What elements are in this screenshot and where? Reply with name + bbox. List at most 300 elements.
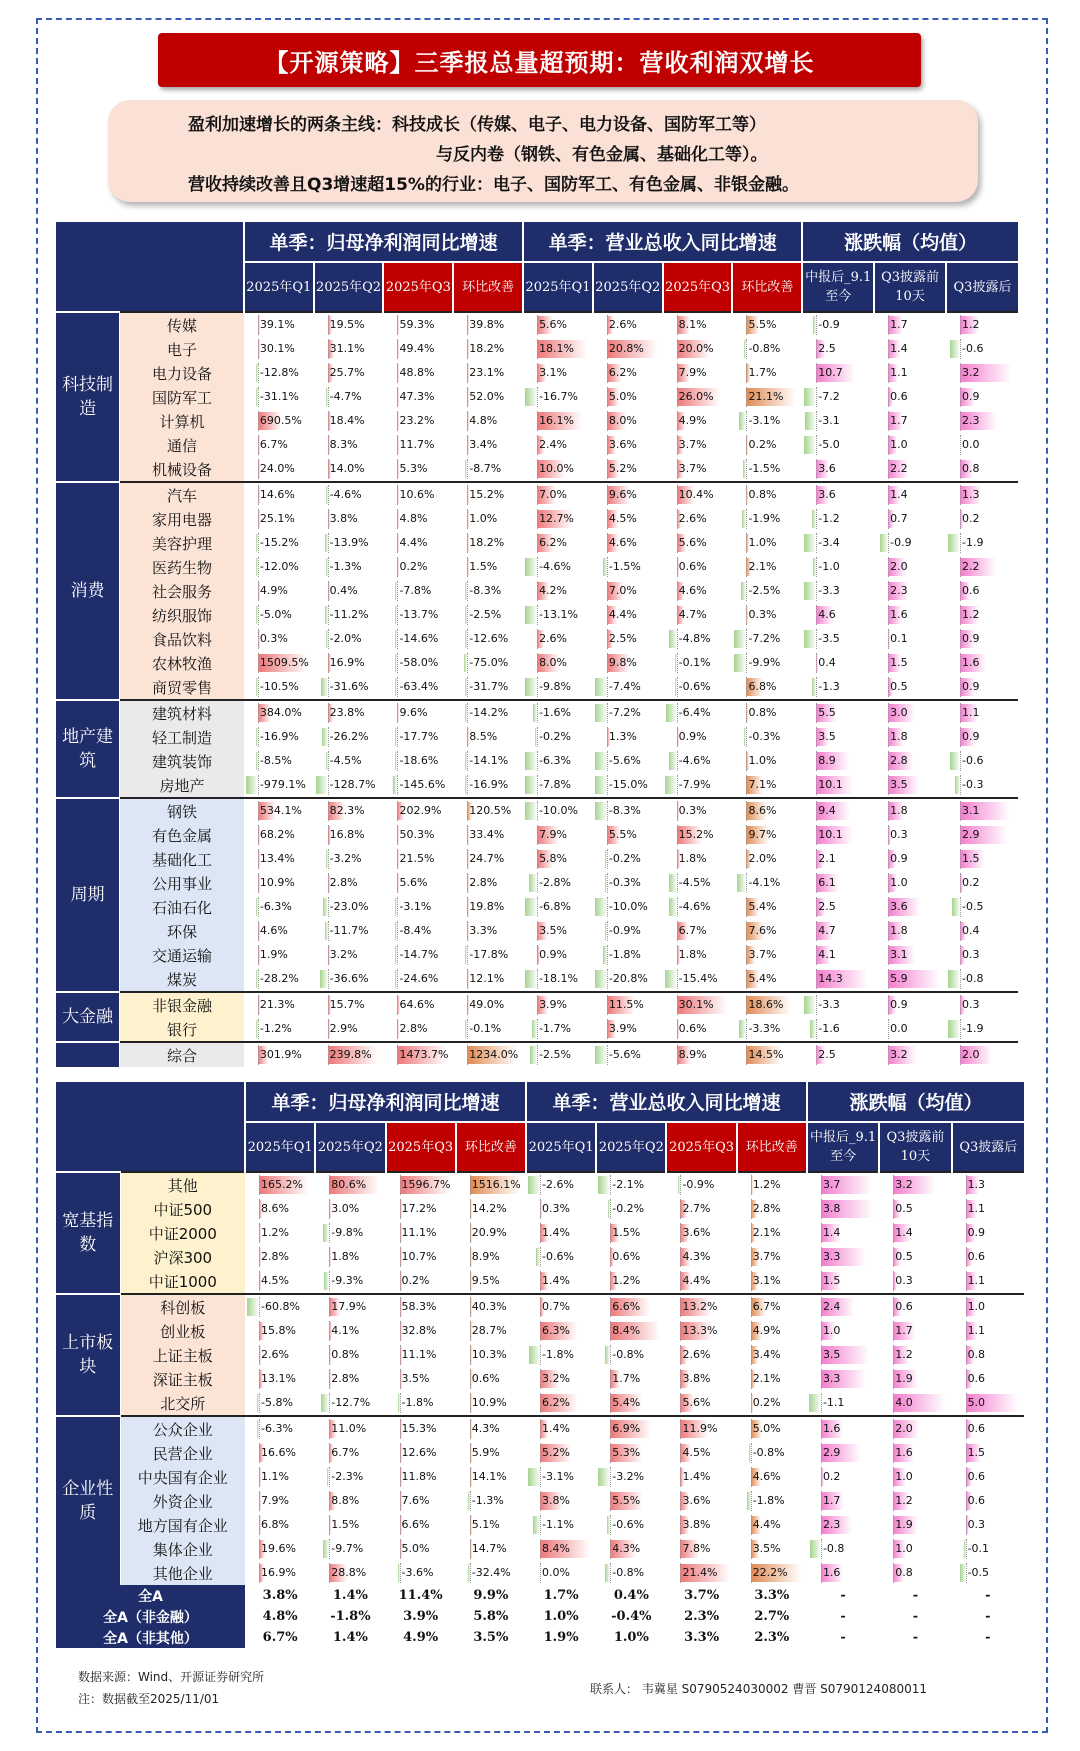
cell-revenue-chg [737,1537,807,1561]
row-name: 钢铁 [120,798,244,823]
cell-value: -0.5 [961,900,984,913]
cell-revenue-chg [737,1319,807,1343]
cell-profit-q2 [314,675,384,700]
cell-profit-q2 [314,967,384,992]
cell-profit-q2 [314,895,384,919]
cell-revenue-chg [732,919,802,943]
data-bar [525,606,537,624]
cell-revenue-q3 [666,1367,736,1391]
cell-price-before-q3 [874,555,946,579]
cell-value: 9.4 [818,804,836,817]
total-revenue-q3: 2.3% [684,1609,720,1624]
cell-profit-chg [456,1269,526,1294]
table-row [56,507,1018,531]
cell-price-before-q3 [879,1537,951,1561]
cell-price-after-interim [802,871,874,895]
cell-revenue-q1 [523,895,593,919]
cell-value: 239.8% [329,1048,372,1061]
cell-profit-q2 [314,773,384,798]
cell-value: 0.9 [890,852,908,865]
cell-value: 0.3% [541,1202,570,1215]
cell-value: 19.8% [469,900,505,913]
cell-price-after-q3 [952,1561,1024,1585]
cell-value: 16.8% [329,828,365,841]
cell-revenue-q2 [593,312,663,337]
table-row [56,337,1018,361]
data-bar [809,1394,821,1412]
cell-profit-q1 [244,675,314,700]
cell-profit-q1 [244,895,314,919]
cell-value: 3.7 [822,1178,841,1191]
cell-profit-chg [453,919,523,943]
cell-revenue-chg [737,1367,807,1391]
cell-profit-q3 [386,1221,456,1245]
cell-value: -0.3 [961,778,984,791]
cell-value: 1.7 [822,1494,841,1507]
cell-value: -2.5% [539,1048,571,1061]
cell-revenue-q1 [523,361,593,385]
cell-value: 3.6% [682,1226,711,1239]
cell-profit-q3 [383,457,453,482]
cell-price-before-q3 [874,482,946,507]
cell-revenue-chg [737,1172,807,1197]
cell-value: 4.1% [331,1324,360,1337]
cell-profit-chg [453,798,523,823]
cell-revenue-q3 [663,507,733,531]
cell-value: -979.1% [259,778,306,791]
cell-profit-q1 [245,1294,315,1319]
cell-revenue-q3 [666,1441,736,1465]
cell-value: 12.7% [539,512,575,525]
cell-profit-q3 [383,895,453,919]
table-row [56,433,1018,457]
cell-value: 4.5% [261,1274,289,1287]
cell-value: 9.5% [471,1274,500,1287]
row-name: 其他 [120,1172,245,1197]
data-bar [734,654,746,672]
data-bar [530,1046,537,1064]
cell-value: 1.3 [961,488,980,501]
cell-profit-q3 [383,871,453,895]
subheader-profit-q3: 2025年Q3 [386,1122,456,1172]
cell-value: 2.6% [678,512,707,525]
cell-revenue-q3 [666,1537,736,1561]
cell-revenue-chg [732,603,802,627]
cell-value: 1.5 [890,656,908,669]
cell-revenue-q2 [593,603,663,627]
cell-value: 0.9% [678,730,707,743]
cell-revenue-q3 [663,943,733,967]
cell-value: 2.3 [822,1518,841,1531]
cell-value: 0.8 [967,1348,986,1361]
cell-revenue-chg [732,700,802,725]
cell-value: -1.8% [608,948,641,961]
cell-profit-chg [453,773,523,798]
cell-revenue-q2 [593,555,663,579]
cell-revenue-q1 [523,700,593,725]
total-revenue-q1: 1.9% [543,1630,579,1645]
cell-revenue-q2 [593,823,663,847]
data-bar [598,1176,610,1194]
category-label: 科技制造 [56,312,120,482]
cell-value: 1473.7% [399,1048,449,1061]
cell-value: 3.3 [822,1250,841,1263]
cell-value: 0.3% [748,608,777,621]
cell-profit-q3 [383,1017,453,1042]
data-bar [525,970,537,988]
cell-profit-q3 [383,385,453,409]
cell-profit-q1 [244,337,314,361]
cell-value: 0.6 [967,1250,986,1263]
cell-price-after-q3 [952,1537,1024,1561]
subheader-price-before-q3: Q3披露前10天 [874,262,946,312]
cell-value: -9.3% [331,1274,364,1287]
total-price-after-q3: - [985,1609,991,1624]
data-bar [739,1020,747,1038]
cell-revenue-q2 [596,1319,666,1343]
cell-profit-q2 [314,531,384,555]
cell-profit-chg [453,312,523,337]
cell-value: -60.8% [261,1300,300,1313]
cell-value: 4.8% [469,414,498,427]
cell-price-after-interim [807,1245,879,1269]
cell-profit-q1 [245,1416,315,1441]
cell-value: 23.1% [469,366,505,379]
table-row [56,627,1018,651]
cell-revenue-q2 [593,675,663,700]
cell-profit-q2 [315,1172,385,1197]
cell-price-before-q3 [879,1269,951,1294]
cell-value: 6.2% [541,1396,570,1409]
cell-value: 3.9% [539,998,568,1011]
cell-value: 1.4 [890,488,908,501]
cell-profit-q3 [383,361,453,385]
table-row [56,943,1018,967]
cell-price-after-q3 [946,433,1018,457]
cell-value: 0.8 [895,1566,913,1579]
cell-value: 3.2 [895,1178,913,1191]
cell-profit-q3 [383,531,453,555]
cell-value: 23.2% [399,414,435,427]
contact-info: 联系人： 韦冀星 S0790524030002 曹晋 S0790124080011 [590,1682,927,1696]
cell-value: -58.0% [399,656,439,669]
cell-revenue-q1 [526,1537,596,1561]
cell-profit-q1 [244,943,314,967]
cell-value: 0.9 [961,390,980,403]
cell-price-after-interim [802,312,874,337]
cell-value: 3.6 [818,462,836,475]
cell-profit-q1 [244,457,314,482]
total-row [56,1585,1024,1606]
cell-value: -3.2% [612,1470,645,1483]
cell-profit-q2 [314,1017,384,1042]
cell-price-after-q3 [952,1391,1024,1416]
cell-value: 5.2% [541,1446,570,1459]
total-label: 全A（非金融） [56,1606,245,1627]
cell-value: 2.1 [818,852,836,865]
table-row [56,651,1018,675]
cell-price-after-q3 [946,555,1018,579]
cell-value: 0.2% [401,1274,430,1287]
cell-value: 4.6% [608,536,637,549]
cell-value: 3.7% [678,438,707,451]
row-name: 创业板 [120,1319,245,1343]
cell-value: 1.1% [261,1470,289,1483]
cell-value: -9.7% [331,1542,364,1555]
cell-value: -1.3% [329,560,362,573]
cell-profit-chg [453,531,523,555]
cell-value: 2.7% [682,1202,711,1215]
data-bar [525,898,537,916]
cell-profit-q3 [386,1197,456,1221]
cell-price-after-interim [802,651,874,675]
cell-value: 1.0 [895,1542,913,1555]
cell-value: 11.9% [682,1422,718,1435]
cell-value: 5.8% [539,852,568,865]
cell-price-after-interim [807,1294,879,1319]
cell-value: 5.5% [608,828,637,841]
category-label: 企业性质 [56,1416,120,1585]
cell-value: 82.3% [329,804,365,817]
table-row [56,992,1018,1017]
cell-value: -2.1% [612,1178,645,1191]
cell-value: -0.6 [961,342,984,355]
cell-price-before-q3 [874,627,946,651]
cell-price-before-q3 [879,1172,951,1197]
cell-value: -3.6% [401,1566,434,1579]
cell-value: 7.9% [539,828,568,841]
cell-revenue-q1 [523,798,593,823]
data-bar [666,704,677,722]
cell-value: 4.2% [539,584,568,597]
cell-value: 2.8% [331,1372,360,1385]
cell-value: 5.6% [682,1396,711,1409]
cell-value: 3.4% [469,438,498,451]
cell-profit-q1 [244,823,314,847]
cell-revenue-chg [737,1416,807,1441]
cell-value: 5.9% [471,1446,500,1459]
cell-value: 2.9 [961,828,980,841]
cell-value: -1.1 [822,1396,845,1409]
cell-revenue-chg [732,967,802,992]
cell-value: 5.0% [401,1542,430,1555]
cell-price-before-q3 [879,1245,951,1269]
data-bar [804,436,816,454]
cell-value: 5.0 [967,1396,986,1409]
table-row [56,895,1018,919]
cell-revenue-chg [737,1294,807,1319]
cell-value: -1.0 [818,560,840,573]
cell-profit-q2 [314,603,384,627]
cell-value: 9.8% [608,656,637,669]
cell-profit-q1 [245,1245,315,1269]
cell-revenue-q2 [596,1197,666,1221]
data-bar [595,898,607,916]
cell-price-after-q3 [946,579,1018,603]
cell-value: 3.8 [822,1202,841,1215]
cell-value: 1.5% [612,1226,641,1239]
cell-revenue-chg [737,1245,807,1269]
cell-price-after-interim [802,675,874,700]
cell-value: -14.1% [469,754,509,767]
cell-price-after-q3 [946,749,1018,773]
cell-profit-q2 [314,943,384,967]
row-name: 中证1000 [120,1269,245,1294]
cell-value: 5.2% [608,462,637,475]
data-bar [595,776,607,794]
category-label: 上市板块 [56,1294,120,1416]
cell-value: 4.6% [259,924,288,937]
cell-value: -1.5% [608,560,641,573]
cell-revenue-q1 [523,773,593,798]
subheader-price-after-q3: Q3披露后 [946,262,1018,312]
cell-value: 9.6% [608,488,637,501]
cell-revenue-chg [732,895,802,919]
cell-value: 6.8% [261,1518,289,1531]
cell-price-after-interim [807,1489,879,1513]
cell-profit-q1 [245,1391,315,1416]
cell-profit-q2 [315,1391,385,1416]
cell-value: -1.1% [541,1518,574,1531]
cell-profit-q2 [315,1465,385,1489]
row-name: 非银金融 [120,992,244,1017]
cell-profit-q1 [245,1561,315,1585]
cell-price-before-q3 [874,967,946,992]
cell-value: -0.9 [890,536,912,549]
cell-price-before-q3 [874,675,946,700]
row-name: 石油石化 [120,895,244,919]
total-revenue-chg: 3.3% [754,1588,790,1603]
cell-profit-q3 [383,967,453,992]
cell-profit-q1 [245,1319,315,1343]
cell-profit-q2 [314,627,384,651]
cell-value: -8.4% [399,924,432,937]
cell-value: 0.7% [541,1300,570,1313]
cell-value: 1.7% [748,366,777,379]
cell-revenue-chg [732,507,802,531]
cell-value: 0.8% [331,1348,360,1361]
cell-revenue-q1 [523,482,593,507]
header-profit-group: 单季：归母净利润同比增速 [244,222,523,262]
cell-value: -3.1 [818,414,840,427]
cell-value: -12.0% [259,560,299,573]
cell-value: 0.5 [895,1250,913,1263]
cell-price-before-q3 [879,1221,951,1245]
total-price-after-q3: - [985,1630,991,1645]
cell-price-after-q3 [946,919,1018,943]
cell-profit-q1 [245,1367,315,1391]
cell-value: -3.1% [399,900,432,913]
row-name: 民营企业 [120,1441,245,1465]
cell-value: -15.0% [608,778,648,791]
row-name: 传媒 [120,312,244,337]
cell-value: 1.4% [682,1470,711,1483]
cell-profit-chg [453,507,523,531]
cell-value: 0.6% [612,1250,641,1263]
cell-value: 4.5% [608,512,637,525]
cell-value: 0.6 [967,1372,986,1385]
cell-revenue-q1 [523,337,593,361]
cell-revenue-q3 [666,1465,736,1489]
total-label: 全A [56,1585,245,1606]
cell-revenue-q3 [666,1319,736,1343]
cell-price-after-q3 [946,1017,1018,1042]
cell-profit-q3 [383,337,453,361]
total-price-before-q3: - [912,1588,919,1603]
total-revenue-q3: 3.7% [684,1588,720,1603]
cell-value: 15.3% [401,1422,437,1435]
cell-revenue-q1 [523,943,593,967]
cell-profit-chg [453,725,523,749]
cell-price-before-q3 [874,385,946,409]
cell-revenue-q1 [526,1221,596,1245]
cell-price-after-interim [807,1221,879,1245]
table-row [56,1221,1024,1245]
table-row [56,312,1018,337]
cell-revenue-chg [732,312,802,337]
cell-revenue-q3 [663,312,733,337]
cell-profit-chg [453,847,523,871]
cell-revenue-q1 [523,531,593,555]
cell-value: 202.9% [399,804,442,817]
cell-value: 21.1% [748,390,784,403]
cell-value: 1.7 [890,414,908,427]
cell-price-after-q3 [952,1319,1024,1343]
cell-value: 3.1 [961,804,980,817]
cell-value: 10.7 [818,366,843,379]
cell-value: 1.1 [967,1274,986,1287]
cell-profit-q2 [315,1294,385,1319]
cell-profit-q2 [314,555,384,579]
cell-profit-chg [456,1172,526,1197]
cell-value: 0.5 [890,680,908,693]
cell-value: 7.8% [682,1542,711,1555]
cell-value: 0.6 [967,1470,986,1483]
summary-line-1: 盈利加速增长的两条主线：科技成长（传媒、电子、电力设备、国防军工等） [188,115,766,135]
cell-profit-chg [453,823,523,847]
cell-revenue-q1 [526,1465,596,1489]
cell-profit-chg [453,433,523,457]
cell-price-before-q3 [874,992,946,1017]
cell-revenue-q3 [663,871,733,895]
cell-revenue-chg [732,725,802,749]
row-name: 公用事业 [120,871,244,895]
cell-value: 2.2 [890,462,908,475]
cell-value: 3.5 [890,778,908,791]
row-name: 有色金属 [120,823,244,847]
cell-revenue-q3 [663,749,733,773]
cell-value: 7.1% [748,778,777,791]
cell-revenue-chg [732,798,802,823]
cell-price-before-q3 [874,749,946,773]
cell-price-after-interim [802,823,874,847]
cell-price-after-q3 [946,531,1018,555]
cell-value: 0.2 [961,876,980,889]
cell-profit-chg [456,1416,526,1441]
cell-value: 8.9% [678,1048,707,1061]
cell-profit-q1 [244,555,314,579]
cell-value: -1.6% [539,706,571,719]
cell-value: 4.9% [752,1324,781,1337]
cell-revenue-q1 [523,433,593,457]
cell-price-after-interim [802,943,874,967]
row-name: 国防军工 [120,385,244,409]
cell-revenue-q2 [593,725,663,749]
cell-value: -1.7% [539,1022,571,1035]
cell-value: -13.9% [329,536,369,549]
total-price-before-q3: - [912,1630,919,1645]
cell-revenue-q2 [593,627,663,651]
